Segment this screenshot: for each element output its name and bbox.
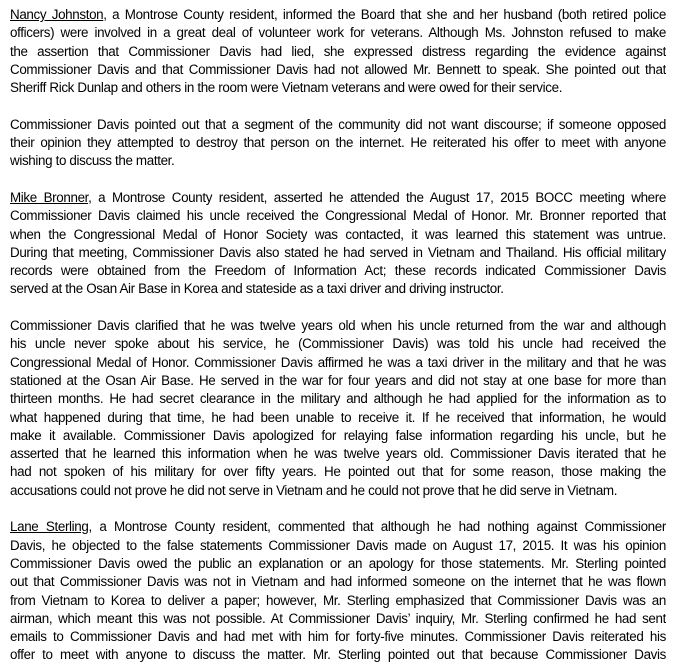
text-line: Commissioner Davis claimed his uncle received the Congressional Medal of Honor. Mr. Bronner reported that xyxy=(10,208,666,224)
text-line: served at the Osan Air Base in Korea and stateside as a taxi driver and driving instructor. xyxy=(10,281,504,297)
text-line: make it available. Commissioner Davis apologized for relaying false information regarding his uncle, but he xyxy=(10,427,666,443)
text-line: Commissioner Davis and that Commissioner Davis had not allowed Mr. Bennett to speak. She pointed out that xyxy=(10,61,666,77)
text-line: his uncle never spoke about his service, he (Commissioner Davis) was told his uncle had received the xyxy=(10,336,666,352)
text-line: had not spoken of his military for over fifty years. He pointed out that for some reason, those making the xyxy=(10,464,666,480)
text-line: emails to Commissioner Davis and had met with him for forty-five minutes. Commissioner Davis reiterated his xyxy=(10,629,666,645)
text-line: Congressional Medal of Honor. Commissioner Davis affirmed he was a taxi driver in the military and that he was xyxy=(10,354,666,370)
paragraph-spacer xyxy=(10,97,666,115)
paragraph-spacer xyxy=(10,500,666,518)
text-line: Commissioner Davis pointed out that a segment of the community did not want discourse; if someone opposed xyxy=(10,116,666,132)
text-line: from Vietnam to Korea to deliver a paper; however, Mr. Sterling emphasized that Commissioner Davis was an xyxy=(10,592,666,608)
text-line: thirteen months. He had secret clearance in the military and although he had applied for the information as to xyxy=(10,391,666,407)
text-line: the assertion that Commissioner Davis had lied, she expressed distress regarding the evidence against xyxy=(10,43,666,59)
text-line: asserted that he learned this information when he was twelve years old. Commissioner Davis iterated that he xyxy=(10,446,666,462)
text-line: accusations could not prove he did not serve in Vietnam and he could not prove that he did serve in Vietnam. xyxy=(10,482,618,498)
document-page xyxy=(10,6,666,665)
text-line: During that meeting, Commissioner Davis also stated he had served in Vietnam and Thailand. His official military xyxy=(10,244,666,260)
text-line: Mike Bronner, a Montrose County resident, asserted he attended the August 17, 2015 BOCC meeting where xyxy=(10,189,666,205)
text-line: their opinion they attempted to destroy that person on the internet. He reiterated his offer to meet with anyone xyxy=(10,135,666,151)
text-line: airman, which meant this was not possible. At Commissioner Davis’ inquiry, Mr. Sterling confirmed he had sent xyxy=(10,610,666,626)
text-line: stationed at the Osan Air Base. He served in the war for four years and did not stay at one base for more than xyxy=(10,372,666,388)
text-line: Commissioner Davis owed the public an explanation or an apology for those statements. Mr. Sterling pointed xyxy=(10,555,666,571)
speaker-name: Lane Sterling xyxy=(10,519,89,535)
text-line: offer to meet with anyone to discuss the matter. Mr. Sterling pointed out that because Commissioner Davis xyxy=(10,647,666,663)
text-line: Davis, he objected to the false statements Commissioner Davis made on August 17, 2015. It was his opinion xyxy=(10,537,666,553)
text-line: out that Commissioner Davis was not in Vietnam and had informed someone on the internet that he was flown xyxy=(10,574,666,590)
text-line: Lane Sterling, a Montrose County resident, commented that although he had nothing against Commissioner xyxy=(10,519,666,535)
paragraph-davis-response-2 xyxy=(10,317,666,500)
paragraph-spacer xyxy=(10,299,666,317)
paragraph-mike-bronner xyxy=(10,189,666,299)
text-line: what happened during that time, he had been unable to receive it. If he received that information, he would xyxy=(10,409,666,425)
paragraph-lane-sterling xyxy=(10,518,666,664)
text-line: Commissioner Davis clarified that he was twelve years old when his uncle returned from the war and although xyxy=(10,318,666,334)
text-line: officers) were involved in a great deal of volunteer work for veterans. Although Ms. Johnston refused to make xyxy=(10,25,666,41)
speaker-name: Mike Bronner xyxy=(10,189,89,205)
text-line: when the Congressional Medal of Honor Society was contacted, it was learned this statement was untrue. xyxy=(10,226,666,242)
text-line: records were obtained from the Freedom of Information Act; these records indicated Commissioner Davis xyxy=(10,263,666,279)
paragraph-spacer xyxy=(10,171,666,189)
text-line: Nancy Johnston, a Montrose County resident, informed the Board that she and her husband (both retired police xyxy=(10,7,666,22)
text-line: wishing to discuss the matter. xyxy=(10,153,175,169)
text-line: Sheriff Rick Dunlap and others in the room were Vietnam veterans and were owed for their service. xyxy=(10,80,563,96)
paragraph-davis-response-1 xyxy=(10,116,666,171)
speaker-name: Nancy Johnston xyxy=(10,7,104,22)
paragraph-nancy-johnston xyxy=(10,6,666,97)
